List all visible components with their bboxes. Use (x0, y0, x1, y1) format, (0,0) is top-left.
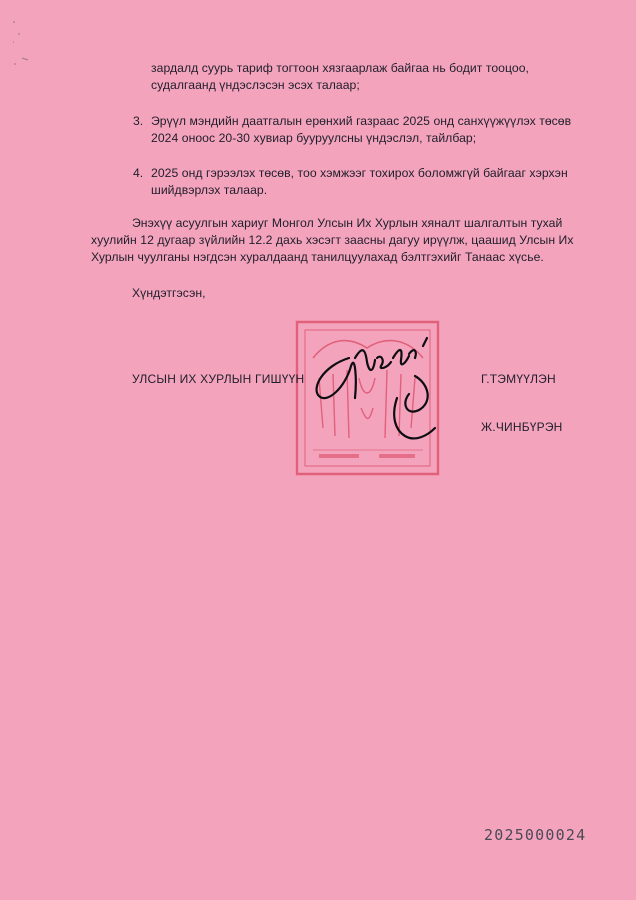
salutation: Хүндэтгэсэн, (132, 286, 206, 300)
item-3-line-1: Эрүүл мэндийн даатгалын ерөнхий газраас 2025 онд санхүүжүүлэх төсөв (151, 114, 572, 128)
item-4-line-2: шийдвэрлэх талаар. (151, 183, 268, 197)
item-4-line-1: 2025 онд гэрээлэх төсөв, тоо хэмжээг тохирох боломжгүй байгааг хэрхэн (151, 166, 568, 180)
closing-line-1: Энэхүү асуулгын хариуг Монгол Улсын Их Хурлын хяналт шалгалтын тухай (132, 216, 563, 230)
signatory-name-2: Ж.ЧИНБҮРЭН (481, 420, 563, 434)
signatory-name-1: Г.ТЭМҮҮЛЭН (481, 372, 556, 386)
signatory-title: УЛСЫН ИХ ХУРЛЫН ГИШҮҮН (132, 372, 305, 386)
intro-line-1: зардалд суурь тариф тогтоон хязгаарлаж байгаа нь бодит тооцоо, (151, 61, 529, 75)
closing-line-3: Хурлын чуулганы нэгдсэн хуралдаанд танилцуулахад бэлтгэхийг Танаас хүсье. (91, 250, 544, 264)
document-number: 2025000024 (484, 826, 587, 844)
closing-line-2: хуулийн 12 дугаар зүйлийн 12.2 дахь хэсэгт заасны дагуу ирүүлж, цаашид Улсын Их (91, 233, 574, 247)
item-3-number: 3. (133, 114, 144, 128)
item-4-number: 4. (133, 166, 144, 180)
handwritten-signature (305, 318, 445, 453)
scan-marks (10, 20, 40, 70)
intro-line-2: судалгаанд үндэслэсэн эсэх талаар; (151, 78, 360, 92)
item-3-line-2: 2024 оноос 20-30 хувиар бууруулсны үндэслэл, тайлбар; (151, 131, 477, 145)
